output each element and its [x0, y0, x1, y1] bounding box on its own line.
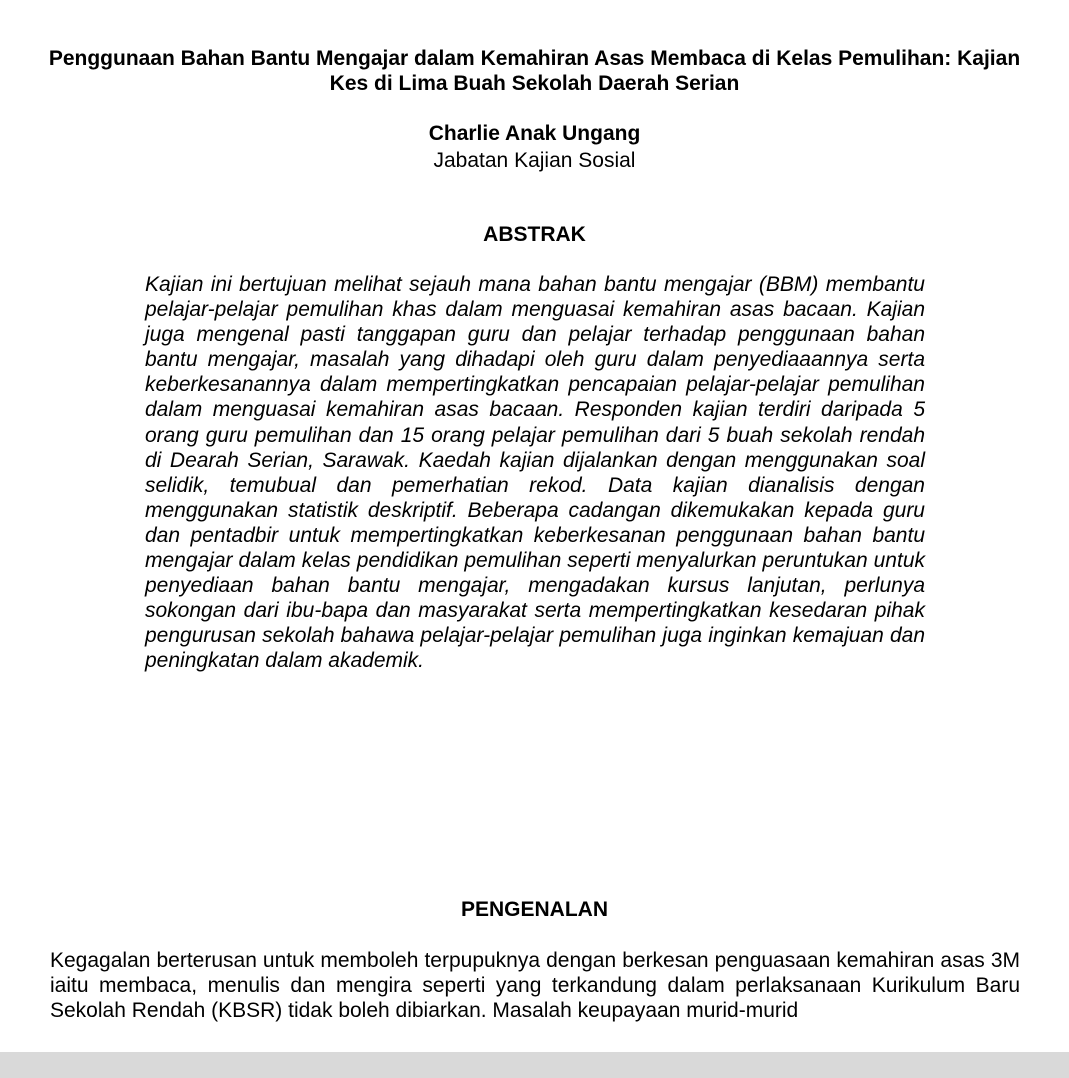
abstract-heading: ABSTRAK	[483, 223, 586, 246]
paper-title: Penggunaan Bahan Bantu Mengajar dalam Kemahiran Asas Membaca di Kelas Pemulihan: Kajian Kes di Lima Buah Sekolah Daerah Serian	[48, 47, 1021, 95]
abstract-body: Kajian ini bertujuan melihat sejauh mana bahan bantu mengajar (BBM) membantu pelajar-pelajar pemulihan khas dalam menguasai kemahiran asas bacaan. Kajian juga mengenal pasti tanggapan guru dan pelajar terhadap penggunaan bahan bantu mengajar, masalah yang dihadapi oleh guru dalam penyediaaannya serta keberkesanannya dalam mempertingkatkan pencapaian pelajar-pelajar pemulihan dalam menguasai kemahiran asas bacaan. Responden kajian terdiri daripada 5 orang guru pemulihan dan 15 orang pelajar pemulihan dari 5 buah sekolah rendah di Dearah Serian, Sarawak. Kaedah kajian dijalankan dengan menggunakan soal selidik, temubual dan pemerhatian rekod. Data kajian dianalisis dengan menggunakan statistik deskriptif. Beberapa cadangan dikemukakan kepada guru dan pentadbir untuk mempertingkatkan keberkesanan penggunaan bahan bantu mengajar dalam kelas pendidikan pemulihan seperti menyalurkan peruntukan untuk penyediaan bahan bantu mengajar, mengadakan kursus lanjutan, perlunya sokongan dari ibu-bapa dan masyarakat serta mempertingkatkan kesedaran pihak pengurusan sekolah bahawa pelajar-pelajar pemulihan juga inginkan kemajuan dan peningkatan dalam akademik.	[145, 273, 925, 673]
introduction-body: Kegagalan berterusan untuk memboleh terpupuknya dengan berkesan penguasaan kemahiran asas 3M iaitu membaca, menulis dan mengira seperti yang terkandung dalam perlaksanaan Kurikulum Baru Sekolah Rendah (KBSR) tidak boleh dibiarkan. Masalah keupayaan murid-murid	[50, 949, 1020, 1022]
viewer-bottom-bar	[0, 1052, 1069, 1078]
author-affiliation: Jabatan Kajian Sosial	[433, 149, 636, 172]
introduction-heading: PENGENALAN	[460, 898, 608, 921]
author-name: Charlie Anak Ungang	[428, 122, 641, 145]
